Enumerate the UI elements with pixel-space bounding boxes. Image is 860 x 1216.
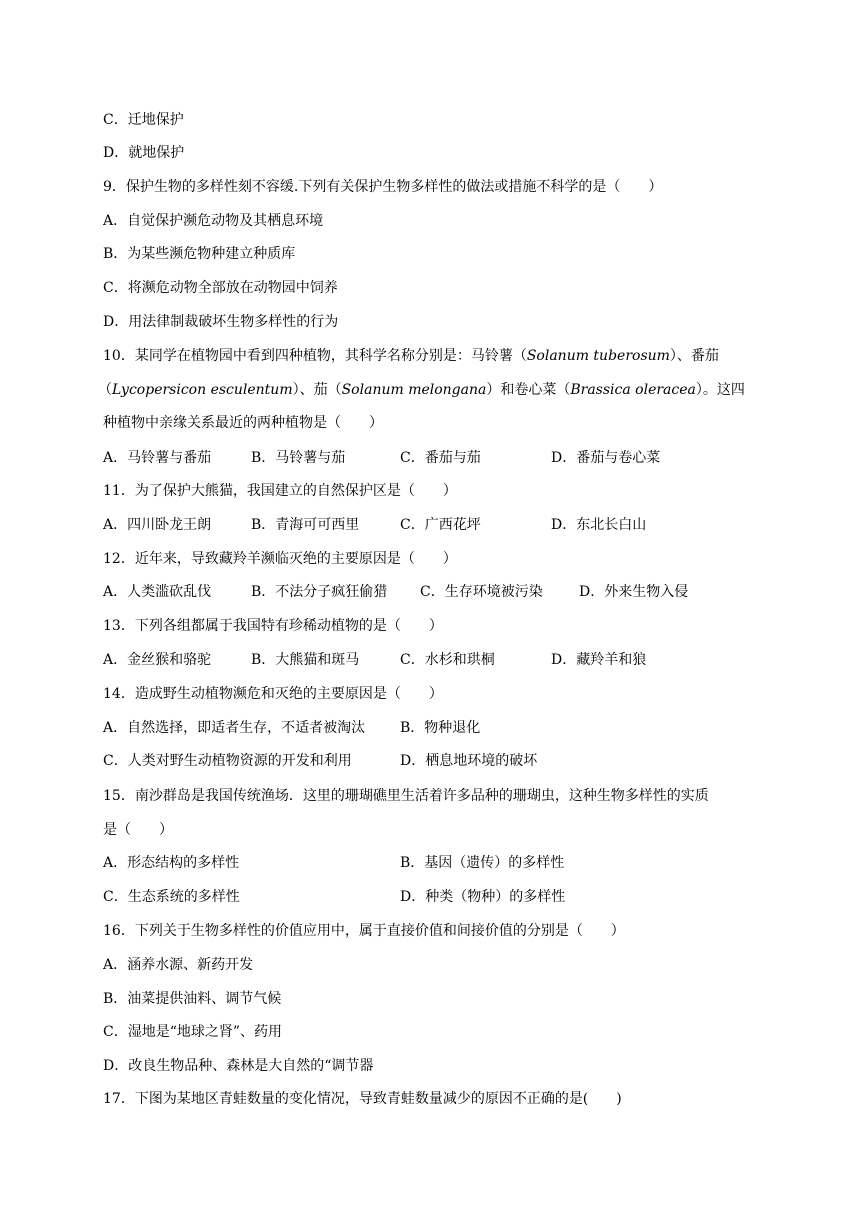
q12-stem: 12．近年来，导致藏羚羊濒临灭绝的主要原因是（ ）: [103, 551, 457, 567]
q10-text: ）、番茄: [669, 348, 719, 364]
q9-option-d: D．用法律制裁破坏生物多样性的行为: [103, 314, 339, 330]
scientific-name: Solanum melongana: [341, 382, 487, 398]
scientific-name: Lycopersicon esculentum: [112, 382, 293, 398]
q16-option-d: D．改良生物品种、森林是大自然的“调节器: [103, 1058, 374, 1074]
q16-option-b: B．油菜提供油料、调节气候: [103, 991, 282, 1007]
q16-option-a: A．涵养水源、新药开发: [103, 957, 254, 973]
q14-stem: 14．造成野生动植物濒危和灭绝的主要原因是（ ）: [103, 686, 443, 702]
q16-stem: 16．下列关于生物多样性的价值应用中，属于直接价值和间接价值的分别是（ ）: [103, 923, 625, 939]
q8-option-c: C．迁地保护: [103, 112, 184, 128]
q11-option-b: B．青海可可西里: [251, 517, 360, 533]
q14-option-d: D．栖息地环境的破坏: [400, 753, 538, 769]
q13-option-a: A．金丝猴和骆驼: [103, 652, 212, 668]
q15-option-a: A．形态结构的多样性: [103, 855, 240, 871]
q13-option-d: D．藏羚羊和狼: [551, 652, 647, 668]
q12-option-c: C．生存环境被污染: [420, 584, 543, 600]
q10-option-a: A．马铃薯与番茄: [103, 450, 212, 466]
q9-option-c: C．将濒危动物全部放在动物园中饲养: [103, 280, 338, 296]
q15-stem-line2: 是（ ）: [103, 822, 173, 838]
q10-text: ）、茄（: [292, 382, 342, 398]
q9-stem: 9．保护生物的多样性刻不容缓.下列有关保护生物多样性的做法或措施不科学的是（ ）: [103, 179, 663, 195]
q11-option-a: A．四川卧龙王朗: [103, 517, 212, 533]
scientific-name: Brassica oleracea: [570, 382, 696, 398]
q10-text: 10．某同学在植物园中看到四种植物，其科学名称分别是：马铃薯（: [103, 348, 527, 364]
q15-stem-line1: 15．南沙群岛是我国传统渔场．这里的珊瑚礁里生活着许多品种的珊瑚虫，这种生物多样性的实质: [103, 788, 709, 804]
q16-option-c: C．湿地是“地球之肾”、药用: [103, 1024, 283, 1040]
q8-option-d: D．就地保护: [103, 145, 185, 161]
q15-option-b: B．基因（遗传）的多样性: [400, 855, 565, 871]
q10-stem-line3: 种植物中亲缘关系最近的两种植物是（ ）: [103, 415, 383, 431]
q12-option-a: A．人类滥砍乱伐: [103, 584, 212, 600]
q9-option-b: B．为某些濒危物种建立种质库: [103, 246, 296, 262]
q13-option-c: C．水杉和珙桐: [400, 652, 495, 668]
q12-option-b: B．不法分子疯狂偷猎: [251, 584, 388, 600]
q14-option-c: C．人类对野生动植物资源的开发和利用: [103, 753, 352, 769]
q11-stem: 11．为了保护大熊猫，我国建立的自然保护区是（ ）: [103, 483, 457, 499]
q10-text: ）和卷心菜（: [486, 382, 571, 398]
q13-option-b: B．大熊猫和斑马: [251, 652, 360, 668]
q9-option-a: A．自觉保护濒危动物及其栖息环境: [103, 213, 324, 229]
q12-option-d: D．外来生物入侵: [579, 584, 689, 600]
q10-option-b: B．马铃薯与茄: [251, 450, 346, 466]
q10-text: （: [98, 382, 112, 398]
q11-option-d: D．东北长白山: [551, 517, 647, 533]
q11-option-c: C．广西花坪: [400, 517, 481, 533]
q10-stem-line2: [98, 380, 745, 400]
q14-option-b: B．物种退化: [400, 720, 481, 736]
q10-stem-line1: [103, 346, 719, 366]
scientific-name: Solanum tuberosum: [526, 348, 670, 364]
q10-text: ）。这四: [695, 382, 745, 398]
q10-option-c: C．番茄与茄: [400, 450, 481, 466]
q15-option-c: C．生态系统的多样性: [103, 889, 240, 905]
q15-option-d: D．种类（物种）的多样性: [400, 889, 566, 905]
q10-option-d: D．番茄与卷心菜: [551, 450, 661, 466]
q14-option-a: A．自然选择，即适者生存，不适者被淘汰: [103, 720, 366, 736]
q17-stem: 17．下图为某地区青蛙数量的变化情况，导致青蛙数量减少的原因不正确的是( ): [103, 1091, 622, 1107]
q13-stem: 13．下列各组都属于我国特有珍稀动植物的是（ ）: [103, 618, 443, 634]
